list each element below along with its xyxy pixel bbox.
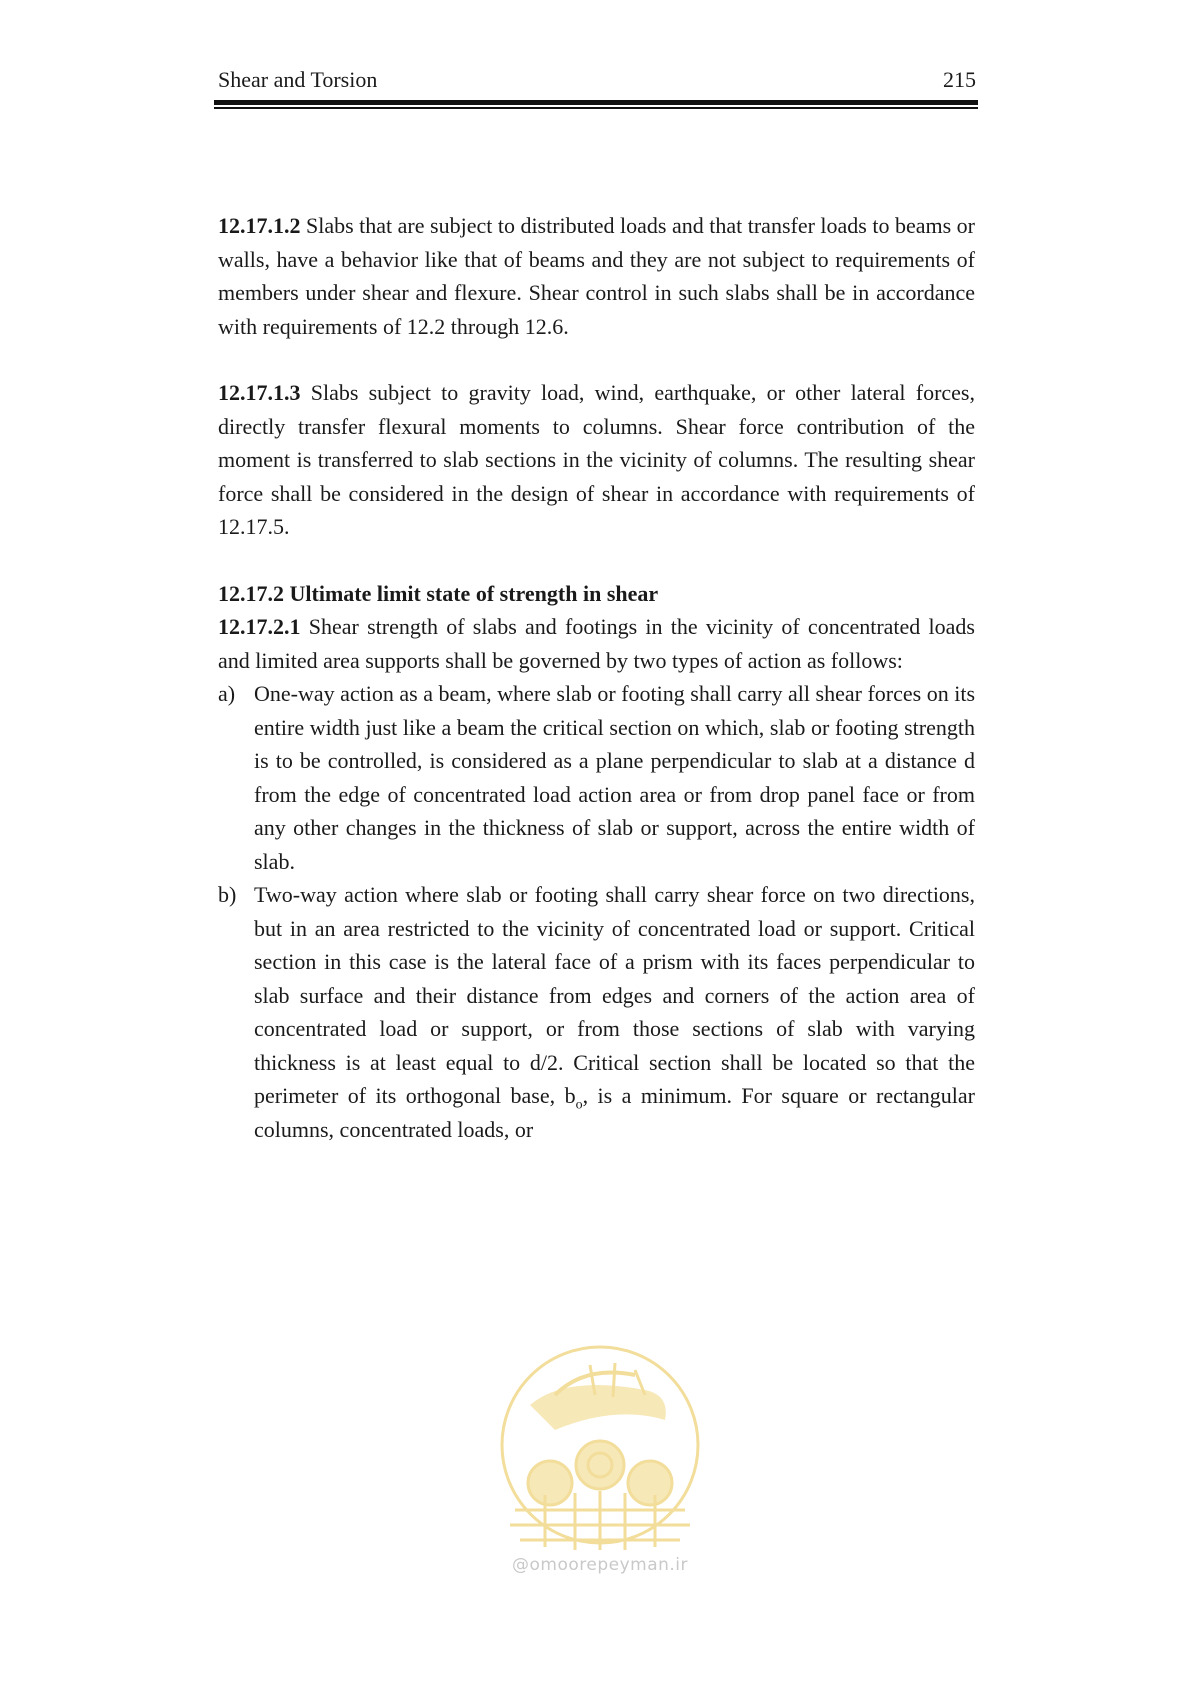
paragraph-text: Shear strength of slabs and footings in the vicinity of concentrated loads and limited area supports shall be governed by two types of action as follows: xyxy=(218,614,975,673)
body-text xyxy=(218,209,975,1146)
watermark-seal-icon xyxy=(495,1335,705,1550)
subscript: o xyxy=(575,1097,583,1113)
action-types-list xyxy=(218,677,975,1146)
list-item-text: One-way action as a beam, where slab or footing shall carry all shear forces on its entire width just like a beam the critical section on which, slab or footing strength is to be controlled, is considered as a plane perpendicular to slab at a distance d from the edge of concentrated load action area or from drop panel face or from any other changes in the thickness of slab or support, across the entire width of slab. xyxy=(254,681,975,874)
paragraph-12-17-1-2 xyxy=(218,209,975,343)
list-marker: a) xyxy=(218,681,236,706)
clause-number: 12.17.1.2 xyxy=(218,213,301,238)
list-item-b xyxy=(218,878,975,1146)
paragraph-text: Slabs subject to gravity load, wind, earthquake, or other lateral forces, directly transfer flexural moments to columns. Shear force contribution of the moment is transferred to slab sections in the vicinity of columns. The resulting shear force shall be considered in the design of shear in accordance with requirements of 12.17.5. xyxy=(218,380,975,539)
paragraph-12-17-1-3 xyxy=(218,376,975,544)
header-rule-thick xyxy=(214,100,978,105)
watermark-logo xyxy=(495,1335,705,1585)
running-title: Shear and Torsion xyxy=(218,67,378,92)
list-marker: b) xyxy=(218,882,237,907)
watermark-caption: @omoorepeyman.ir xyxy=(511,1555,689,1575)
list-item-text: Two-way action where slab or footing shall carry shear force on two directions, but in an area restricted to the vicinity of concentrated load or support. Critical section in this case is the lateral face of a prism with its faces perpendicular to slab surface and their distance from edges and corners of the action area of concentrated load or support, or from those sections of slab with varying thickness is at least equal to d/2. Critical section shall be located so that the perimeter of its orthogonal base, b xyxy=(254,882,975,1108)
paragraph-12-17-2-1 xyxy=(218,610,975,677)
clause-number: 12.17.2.1 xyxy=(218,614,301,639)
list-item-text-continued: , is a minimum. For square or rectangular columns, concentrated loads, or xyxy=(254,1083,975,1142)
header-rule-thin xyxy=(214,107,978,109)
page-number: 215 xyxy=(943,67,976,92)
section-heading: 12.17.2 Ultimate limit state of strength in shear xyxy=(218,580,659,606)
paragraph-text: Slabs that are subject to distributed loads and that transfer loads to beams or walls, have a behavior like that of beams and they are not subject to requirements of members under shear and flexure. Shear control in such slabs shall be in accordance with requirements of 12.2 through 12.6. xyxy=(218,213,976,339)
list-item-a xyxy=(218,677,975,878)
clause-number: 12.17.1.3 xyxy=(218,380,301,405)
